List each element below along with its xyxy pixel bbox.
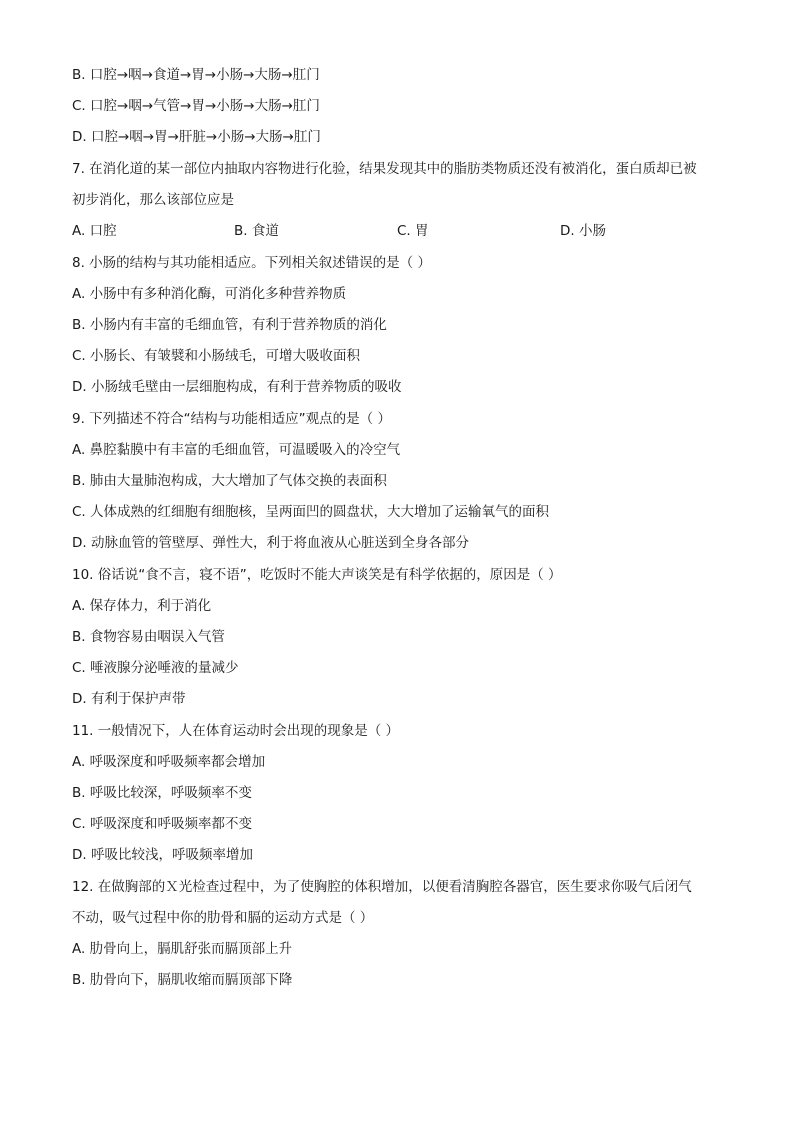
q9-option-b: B. 肺由大量肺泡构成，大大增加了气体交换的表面积 (72, 473, 387, 489)
q7-stem-line1: 7. 在消化道的某一部位内抽取内容物进行化验，结果发现其中的脂肪类物质还没有被消化，蛋白质却已被 (72, 161, 697, 177)
q8-option-b: B. 小肠内有丰富的毛细血管，有利于营养物质的消化 (72, 317, 387, 333)
q6-option-c: C. 口腔→咽→气管→胃→小肠→大肠→肛门 (72, 98, 320, 114)
q7-option-d: D. 小肠 (560, 223, 606, 239)
q8-option-c: C. 小肠长、有皱襞和小肠绒毛，可增大吸收面积 (72, 348, 361, 364)
q10-stem: 10. 俗话说“食不言，寝不语”，吃饭时不能大声谈笑是有科学依据的，原因是（ ） (72, 567, 562, 583)
q6-option-b: B. 口腔→咽→食道→胃→小肠→大肠→肛门 (72, 67, 320, 83)
q12-stem-line2: 不动，吸气过程中你的肋骨和膈的运动方式是（ ） (72, 910, 374, 926)
q6-option-d: D. 口腔→咽→胃→肝脏→小肠→大肠→肛门 (72, 129, 321, 145)
q9-stem: 9. 下列描述不符合“结构与功能相适应”观点的是（ ） (72, 411, 391, 427)
q7-option-c: C. 胃 (397, 223, 429, 239)
q11-option-d: D. 呼吸比较浅，呼吸频率增加 (72, 847, 253, 863)
q8-option-d: D. 小肠绒毛壁由一层细胞构成，有利于营养物质的吸收 (72, 379, 402, 395)
q9-option-a: A. 鼻腔黏膜中有丰富的毛细血管，可温暖吸入的冷空气 (72, 442, 401, 458)
q10-option-c: C. 唾液腺分泌唾液的量减少 (72, 660, 239, 676)
q11-stem: 11. 一般情况下，人在体育运动时会出现的现象是（ ） (72, 723, 400, 739)
q7-option-b: B. 食道 (234, 223, 279, 239)
q10-option-b: B. 食物容易由咽误入气管 (72, 629, 225, 645)
q12-stem-line1: 12. 在做胸部的Ｘ光检查过程中，为了使胸腔的体积增加，以便看清胸腔各器官，医生要求你吸气后闭气 (72, 879, 692, 895)
q8-option-a: A. 小肠中有多种消化酶，可消化多种营养物质 (72, 286, 347, 302)
q12-option-b: B. 肋骨向下，膈肌收缩而膈顶部下降 (72, 972, 293, 988)
q7-stem-line2: 初步消化，那么该部位应是 (72, 192, 234, 208)
q9-option-d: D. 动脉血管的管壁厚、弹性大，利于将血液从心脏送到全身各部分 (72, 535, 469, 551)
q12-option-a: A. 肋骨向上，膈肌舒张而膈顶部上升 (72, 941, 293, 957)
q10-option-d: D. 有利于保护声带 (72, 691, 186, 707)
q10-option-a: A. 保存体力，利于消化 (72, 598, 212, 614)
q7-option-a: A. 口腔 (72, 223, 117, 239)
q11-option-b: B. 呼吸比较深，呼吸频率不变 (72, 785, 252, 801)
q11-option-c: C. 呼吸深度和呼吸频率都不变 (72, 816, 253, 832)
q9-option-c: C. 人体成熟的红细胞有细胞核，呈两面凹的圆盘状，大大增加了运输氧气的面积 (72, 504, 550, 520)
q8-stem: 8. 小肠的结构与其功能相适应。下列相关叙述错误的是（ ） (72, 255, 431, 271)
q11-option-a: A. 呼吸深度和呼吸频率都会增加 (72, 754, 266, 770)
q7-options-row (72, 222, 722, 240)
